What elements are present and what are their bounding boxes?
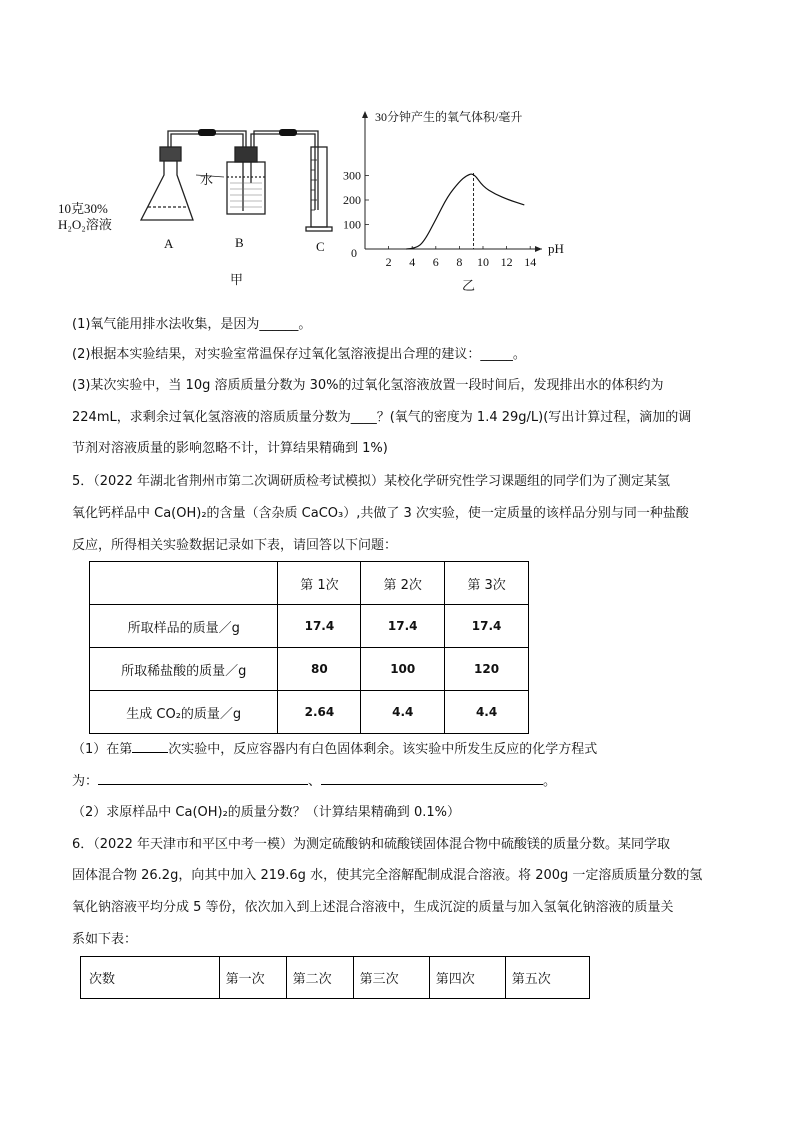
table-cell: 17.4 xyxy=(445,605,529,648)
apparatus-figure xyxy=(96,125,336,285)
y-tick-label: 100 xyxy=(343,217,361,232)
table-cell: 80 xyxy=(278,648,361,691)
table-cell: 4.4 xyxy=(361,691,445,734)
q4-part1: (1)氧气能用排水法收集，是因为______。 xyxy=(72,317,312,332)
caption-jia: 甲 xyxy=(230,272,244,287)
q5-sub1-l2-pre: 为： xyxy=(72,774,99,789)
table-row xyxy=(90,691,529,734)
x-tick-label: 4 xyxy=(409,255,416,269)
table-cell: 2.64 xyxy=(278,691,361,734)
ph-oxygen-chart xyxy=(340,105,600,295)
table-header-cell: 第二次 xyxy=(286,957,353,999)
table-row xyxy=(90,605,529,648)
q5-sub1-pre: （1）在第 xyxy=(72,742,133,757)
table-header-cell: 第 2次 xyxy=(361,562,445,605)
q6-stem-line2: 固体混合物 26.2g，向其中加入 219.6g 水，使其完全溶解配制成混合溶液。将 200g 一定溶质质量分数的氢 xyxy=(72,868,703,883)
x-tick-label: 8 xyxy=(456,255,463,269)
y-axis-label: 30分钟产生的氧气体积/毫升 xyxy=(375,110,523,124)
answer-blank xyxy=(321,772,543,785)
series-line xyxy=(406,174,524,249)
table-header-row xyxy=(90,562,529,605)
table-cell: 17.4 xyxy=(278,605,361,648)
q4-part3-line3: 节剂对溶液质量的影响忽略不计，计算结果精确到 1%) xyxy=(72,441,388,456)
y-axis-arrow xyxy=(362,111,368,118)
q5-data-table xyxy=(89,561,529,734)
label-c: C xyxy=(316,239,325,254)
table-header-cell: 第 1次 xyxy=(278,562,361,605)
row-label: 所取样品的质量／g xyxy=(90,605,278,648)
q5-sub1-line2 xyxy=(72,772,556,791)
q5-sub1-line1 xyxy=(72,740,597,759)
row-label: 所取稀盐酸的质量／g xyxy=(90,648,278,691)
x-axis-arrow xyxy=(535,246,542,252)
q4-part3-line1: (3)某次实验中，当 10g 溶质质量分数为 30%的过氧化氢溶液放置一段时间后，发现排出水的体积约为 xyxy=(72,378,664,393)
table-header-cell: 第四次 xyxy=(429,957,505,999)
q6-stem-line1: 6．（2022 年天津市和平区中考一模）为测定硫酸钠和硫酸镁固体混合物中硫酸镁的质量分数。某同学取 xyxy=(72,837,670,852)
x-tick-label: 6 xyxy=(432,255,439,269)
q4-part2: (2)根据本实验结果，对实验室常温保存过氧化氢溶液提出合理的建议：_____。 xyxy=(72,347,526,362)
x-tick-label: 12 xyxy=(500,255,513,269)
table-row xyxy=(90,648,529,691)
answer-blank xyxy=(98,772,308,785)
q5-sub1-post: 次实验中，反应容器内有白色固体剩余。该实验中所发生反应的化学方程式 xyxy=(168,742,598,757)
table-cell: 4.4 xyxy=(445,691,529,734)
q5-sub2: （2）求原样品中 Ca(OH)₂的质量分数？（计算结果精确到 0.1%） xyxy=(72,805,460,820)
y-tick-label: 0 xyxy=(351,246,357,260)
row-label: 生成 CO₂的质量／g xyxy=(90,691,278,734)
q5-sub1-sep: 、 xyxy=(308,774,322,789)
table-header-cell: 第 3次 xyxy=(445,562,529,605)
x-tick-label: 10 xyxy=(477,255,489,269)
caption-yi: 乙 xyxy=(462,278,476,293)
table-header-cell: 第五次 xyxy=(505,957,589,999)
q6-stem-line3: 氧化钠溶液平均分成 5 等份，依次加入到上述混合溶液中，生成沉淀的质量与加入氢氧化钠溶液的质量关 xyxy=(72,900,674,915)
table-cell: 17.4 xyxy=(361,605,445,648)
y-tick-label: 200 xyxy=(343,193,361,207)
q6-data-table xyxy=(80,956,590,999)
label-reagent-2: H₂O₂溶液 xyxy=(58,217,112,232)
q5-stem-line2: 氧化钙样品中 Ca(OH)₂的含量（含杂质 CaCO₃）,共做了 3 次实验，使一定质量的该样品分别与同一种盐酸 xyxy=(72,506,689,521)
table-header-row xyxy=(81,957,590,999)
q5-stem-line3: 反应，所得相关实验数据记录如下表，请回答以下问题： xyxy=(72,538,398,553)
q5-stem-line1: 5．（2022 年湖北省荆州市第二次调研质检考试模拟）某校化学研究性学习课题组的同学们为了测定某氢 xyxy=(72,474,670,489)
q4-part3-line2: 224mL，求剩余过氧化氢溶液的溶质质量分数为____？(氧气的密度为 1.4 29g/L)(写出计算过程，滴加的调 xyxy=(72,410,692,425)
x-tick-label: 14 xyxy=(524,255,537,269)
answer-blank xyxy=(132,740,168,753)
x-tick-label: 2 xyxy=(385,255,392,269)
label-reagent-1: 10克30% xyxy=(58,201,108,216)
label-water: 水 xyxy=(200,172,214,187)
table-cell: 100 xyxy=(361,648,445,691)
table-header-cell: 第三次 xyxy=(353,957,429,999)
label-b: B xyxy=(235,235,244,250)
q6-stem-line4: 系如下表： xyxy=(72,932,138,947)
table-header-cell xyxy=(90,562,278,605)
table-header-cell: 次数 xyxy=(81,957,220,999)
table-cell: 120 xyxy=(445,648,529,691)
q5-sub1-end: 。 xyxy=(543,774,557,789)
label-a: A xyxy=(164,236,174,251)
y-tick-label: 300 xyxy=(343,168,361,183)
table-header-cell: 第一次 xyxy=(219,957,286,999)
x-axis-label: pH xyxy=(548,241,564,256)
